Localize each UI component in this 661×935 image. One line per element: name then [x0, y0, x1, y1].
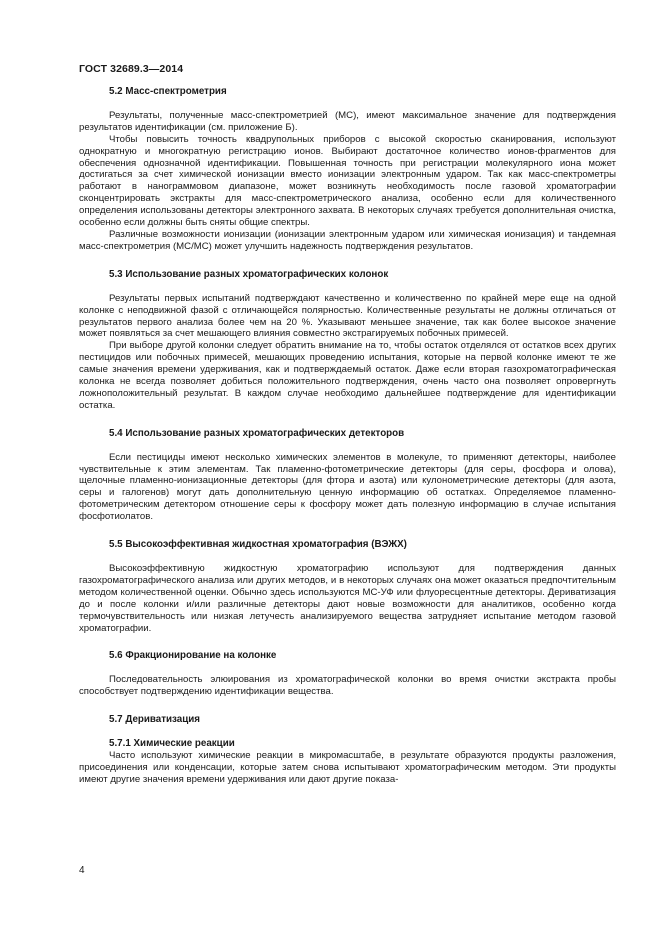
- paragraph: Если пестициды имеют несколько химических элементов в молекуле, то применяют детекторы, наиболее чувствительные к этим элементам. Так пламенно-фотометрические детекторы (для серы, фосфора и олова), щелочные пламенно-ионизационные детекторы (для фтора и азота) или кулонометрические детекторы (для азота, серы и галогенов) могут дать дополнительную ценную информацию об остатках. Определяемое пламенно-фотометрическим детектором отношение серы к фосфору может дать полезную информацию в случае испытания фосфотиолатов.: [79, 451, 616, 523]
- section-heading: 5.3 Использование разных хроматографических колонок: [109, 268, 389, 280]
- document-body: [79, 86, 616, 786]
- document-header: ГОСТ 32689.3—2014: [79, 63, 184, 75]
- paragraph: При выборе другой колонки следует обратить внимание на то, чтобы остаток отделялся от остатков всех других пестицидов или побочных примесей, мешающих проведению испытания, которые на первой колонке имеют те же самые значения времени удерживания, как и подтверждаемый остаток. Даже если вторая газохроматографическая колонка не всегда позволяет добиться положительного подтверждения, очень часто она позволяет опровергнуть ложноположительный результат. В каждом случае необходимо дальнейшее подтверждение для идентификации остатка.: [79, 340, 616, 411]
- section-heading: 5.7 Дериватизация: [109, 714, 201, 726]
- section-heading: 5.2 Масс-спектрометрия: [109, 86, 227, 97]
- paragraph: Чтобы повысить точность квадрупольных приборов с высокой скоростью сканирования, используют однократную и многократную регистрацию ионов. Выбирают достаточное количество ионов-фрагментов для обеспечения однозначной идентификации. Повышенная точность при регистрации молекулярного иона может достигаться за счет химической ионизации вместо ионизации электронным ударом. Так как масс-спектрометры работают в нанограммовом диапазоне, может возникнуть необходимость после газовой хроматографии сконцентрировать экстракты для масс-спектрометрического анализа, особенно если для количественного определения использованы детекторы электронного захвата. В некоторых случаях требуется дополнительная очистка, особенно если должны быть сняты общие спектры.: [79, 133, 616, 229]
- paragraph: Последовательность элюирования из хроматографической колонки во время очистки экстракта пробы способствует подтверждению идентификации вещества.: [79, 674, 616, 698]
- paragraph: Высокоэффективную жидкостную хроматографию используют для подтверждения данных газохроматографического анализа или других методов, и в некоторых случаях она может оказаться предпочтительным методом количественной оценки. Обычно здесь используются МС-УФ или флуоресцентные детекторы. Дериватизация до и после колонки и/или различные детекторы дают новые возможности для аналитиков, особенно когда термочувствительность или низкая летучесть анализируемого вещества затрудняет испытание методом газовой хроматографии.: [79, 563, 616, 634]
- section-heading: 5.4 Использование разных хроматографических детекторов: [109, 427, 405, 439]
- section-heading: 5.5 Высокоэффективная жидкостная хроматография (ВЭЖХ): [109, 539, 407, 551]
- paragraph: Различные возможности ионизации (ионизации электронным ударом или химическая ионизация) и тандемная масс-спектрометрия (МС/МС) может улучшить надежность подтверждения результатов.: [79, 228, 616, 252]
- page-number: 4: [79, 865, 85, 876]
- subsection-heading: 5.7.1 Химические реакции: [109, 738, 235, 750]
- paragraph: Результаты первых испытаний подтверждают качественно и количественно по крайней мере еще на одной колонке с неподвижной фазой с отличающейся полярностью. Количественные результаты не должны отличаться от результатов первого анализа более чем на 20 %. Указывают меньшее значение, так как более высокое значение может появляться за счет мешающего влияния совместно экстрагируемых побочных примесей.: [79, 292, 616, 340]
- paragraph: Часто используют химические реакции в микромасштабе, в результате образуются продукты разложения, присоединения или конденсации, которые затем снова испытывают хроматографическим методом. Эти продукты имеют другие значения времени удерживания или дают другие показа-: [79, 749, 616, 785]
- paragraph: Результаты, полученные масс-спектрометрией (МС), имеют максимальное значение для подтверждения результатов идентификации (см. приложение Б).: [79, 109, 616, 133]
- section-heading: 5.6 Фракционирование на колонке: [109, 650, 277, 662]
